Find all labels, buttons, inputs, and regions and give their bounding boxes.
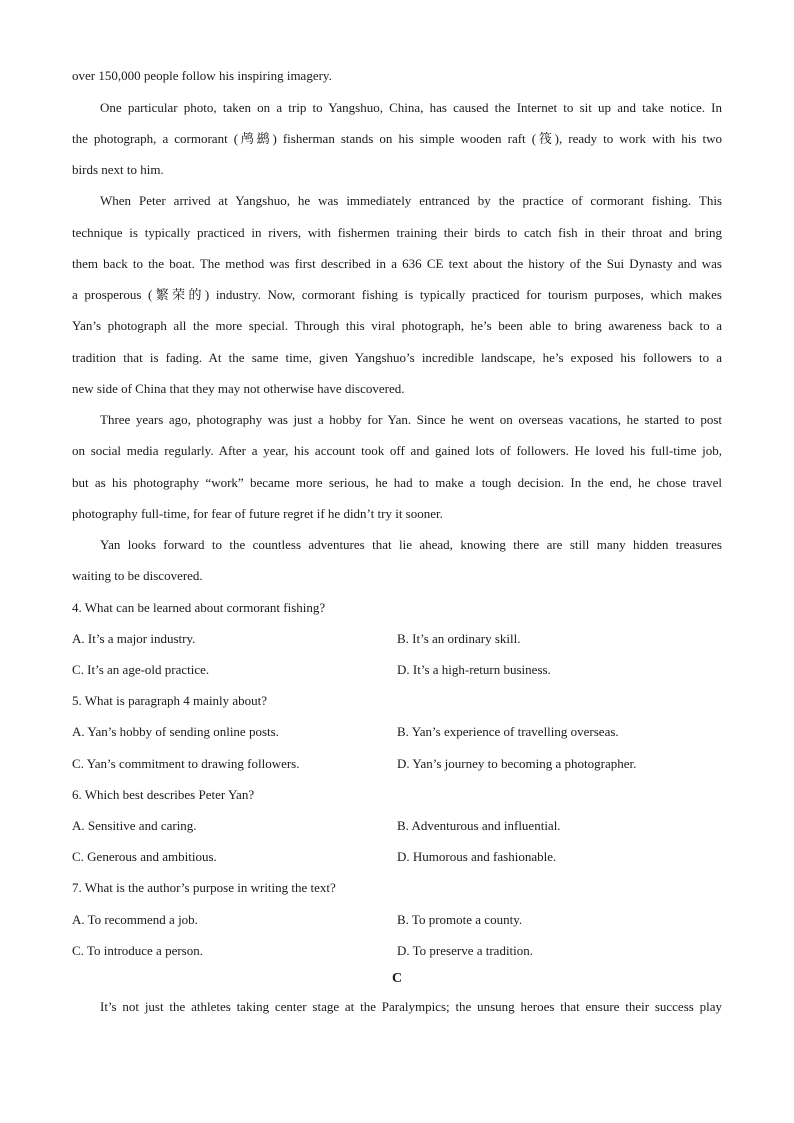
passage-line: new side of China that they may not otherwise have discovered.	[72, 381, 405, 396]
option-a: A. Sensitive and caring.	[72, 818, 197, 833]
option-b: B. Adventurous and influential.	[397, 818, 561, 833]
passage-line: tradition that is fading. At the same time, given Yangshuo’s incredible landscape, he’s exposed his followers to a	[72, 350, 722, 365]
passage-line: over 150,000 people follow his inspiring imagery.	[72, 68, 332, 83]
option-d: D. Humorous and fashionable.	[397, 849, 557, 864]
passage-line: waiting to be discovered.	[72, 568, 203, 583]
passage-line: One particular photo, taken on a trip to Yangshuo, China, has caused the Internet to sit up and take notice. In	[100, 100, 722, 115]
option-d: D. It’s a high-return business.	[397, 662, 551, 677]
question-stem: 5. What is paragraph 4 mainly about?	[72, 693, 268, 708]
passage-line: It’s not just the athletes taking center stage at the Paralympics; the unsung heroes that ensure their success play	[100, 999, 722, 1014]
option-b: B. To promote a county.	[397, 912, 523, 927]
option-c: C. To introduce a person.	[72, 943, 203, 958]
passage-line: the photograph, a cormorant (鸬鹚) fisherman stands on his simple wooden raft (筏), ready to work with his two	[72, 131, 722, 146]
passage-line: photography full-time, for fear of future regret if he didn’t try it sooner.	[72, 506, 443, 521]
passage-line: them back to the boat. The method was first described in a 636 CE text about the history of the Sui Dynasty and was	[72, 256, 722, 271]
option-d: D. To preserve a tradition.	[397, 943, 534, 958]
option-a: A. Yan’s hobby of sending online posts.	[72, 724, 279, 739]
question-stem: 6. Which best describes Peter Yan?	[72, 787, 255, 802]
section-heading: C	[391, 971, 403, 986]
option-a: A. It’s a major industry.	[72, 631, 196, 646]
option-d: D. Yan’s journey to becoming a photographer.	[397, 756, 637, 771]
option-c: C. Generous and ambitious.	[72, 849, 217, 864]
passage-line: When Peter arrived at Yangshuo, he was immediately entranced by the practice of cormorant fishing. This	[100, 193, 722, 208]
passage-line: birds next to him.	[72, 162, 164, 177]
option-c: C. It’s an age-old practice.	[72, 662, 210, 677]
passage-line: Three years ago, photography was just a hobby for Yan. Since he went on overseas vacations, he started to post	[100, 412, 722, 427]
passage-line: on social media regularly. After a year, his account took off and gained lots of followers. He loved his full-time job,	[72, 443, 722, 458]
option-c: C. Yan’s commitment to drawing followers.	[72, 756, 300, 771]
passage-line: technique is typically practiced in rivers, with fishermen training their birds to catch fish in their throat and bring	[72, 225, 722, 240]
passage-line: but as his photography “work” became more serious, he had to make a tough decision. In the end, he chose travel	[72, 475, 722, 490]
question-stem: 7. What is the author’s purpose in writing the text?	[72, 880, 336, 895]
passage-line: Yan’s photograph all the more special. Through this viral photograph, he’s been able to bring awareness back to a	[72, 318, 722, 333]
option-b: B. It’s an ordinary skill.	[397, 631, 521, 646]
option-b: B. Yan’s experience of travelling overseas.	[397, 724, 619, 739]
option-a: A. To recommend a job.	[72, 912, 198, 927]
question-stem: 4. What can be learned about cormorant fishing?	[72, 600, 326, 615]
passage-line: a prosperous (繁荣的) industry. Now, cormorant fishing is typically practiced for tourism purposes, which makes	[72, 287, 722, 302]
passage-line: Yan looks forward to the countless adventures that lie ahead, knowing there are still many hidden treasures	[100, 537, 722, 552]
